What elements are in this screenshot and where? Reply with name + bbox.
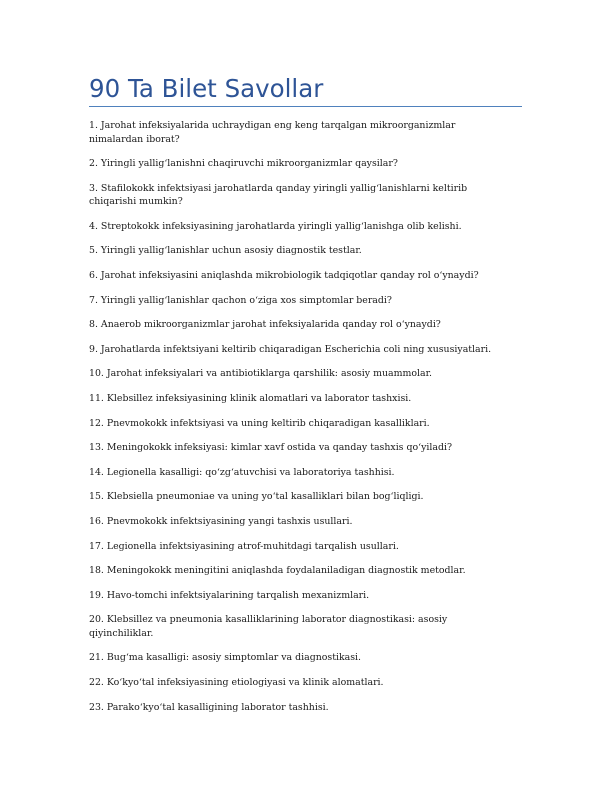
- question-item: 15. Klebsiella pneumoniae va uning yo‘tal kasalliklari bilan bog‘liqligi.: [89, 491, 424, 503]
- question-item: 13. Meningokokk infeksiyasi: kimlar xavf ostida va qanday tashxis qo‘yiladi?: [89, 442, 453, 454]
- question-item: 8. Anaerob mikroorganizmlar jarohat infeksiyalarida qanday rol o‘ynaydi?: [89, 319, 441, 331]
- question-item: 4. Streptokokk infeksiyasining jarohatlarda yiringli yallig‘lanishga olib kelishi.: [89, 220, 462, 232]
- question-item: 10. Jarohat infeksiyalari va antibiotiklarga qarshilik: asosiy muammolar.: [89, 368, 433, 380]
- question-item: 19. Havo-tomchi infektsiyalarining tarqalish mexanizmlari.: [89, 589, 370, 601]
- question-list: [89, 119, 504, 725]
- question-item: 1. Jarohat infeksiyalarida uchraydigan eng keng tarqalgan mikroorganizmlar nimalardan iborat?: [89, 120, 456, 145]
- page-title: 90 Ta Bilet Savollar: [89, 74, 324, 103]
- question-item: 2. Yiringli yallig‘lanishni chaqiruvchi mikroorganizmlar qaysilar?: [89, 158, 398, 170]
- question-item: 5. Yiringli yallig‘lanishlar uchun asosiy diagnostik testlar.: [89, 245, 362, 257]
- question-item: 17. Legionella infektsiyasining atrof-muhitdagi tarqalish usullari.: [89, 540, 399, 552]
- question-item: 20. Klebsillez va pneumonia kasalliklarining laborator diagnostikasi: asosiy qiyinchiliklar.: [89, 614, 448, 639]
- title-underline-divider: [89, 106, 522, 107]
- question-item: 18. Meningokokk meningitini aniqlashda foydalaniladigan diagnostik metodlar.: [89, 565, 466, 577]
- question-item: 12. Pnevmokokk infektsiyasi va uning keltirib chiqaradigan kasalliklari.: [89, 417, 430, 429]
- question-item: 23. Parako‘kyo‘tal kasalligining laborator tashhisi.: [89, 701, 329, 713]
- question-item: 7. Yiringli yallig‘lanishlar qachon o‘ziga xos simptomlar beradi?: [89, 294, 392, 306]
- question-item: 6. Jarohat infeksiyasini aniqlashda mikrobiologik tadqiqotlar qanday rol o‘ynaydi?: [89, 269, 479, 281]
- question-item: 9. Jarohatlarda infektsiyani keltirib chiqaradigan Escherichia coli ning xususiyatlari.: [89, 343, 492, 355]
- question-item: 3. Stafilokokk infektsiyasi jarohatlarda qanday yiringli yallig‘lanishlarni keltirib chiqarishi mumkin?: [89, 182, 468, 208]
- question-item: 16. Pnevmokokk infektsiyasining yangi tashxis usullari.: [89, 515, 353, 527]
- question-item: 21. Bug‘ma kasalligi: asosiy simptomlar va diagnostikasi.: [89, 652, 362, 664]
- question-item: 11. Klebsillez infeksiyasining klinik alomatlari va laborator tashxisi.: [89, 392, 412, 404]
- question-item: 22. Ko‘kyo‘tal infeksiyasining etiologiyasi va klinik alomatlari.: [89, 676, 384, 688]
- question-item: 14. Legionella kasalligi: qo‘zg‘atuvchisi va laboratoriya tashhisi.: [89, 466, 395, 478]
